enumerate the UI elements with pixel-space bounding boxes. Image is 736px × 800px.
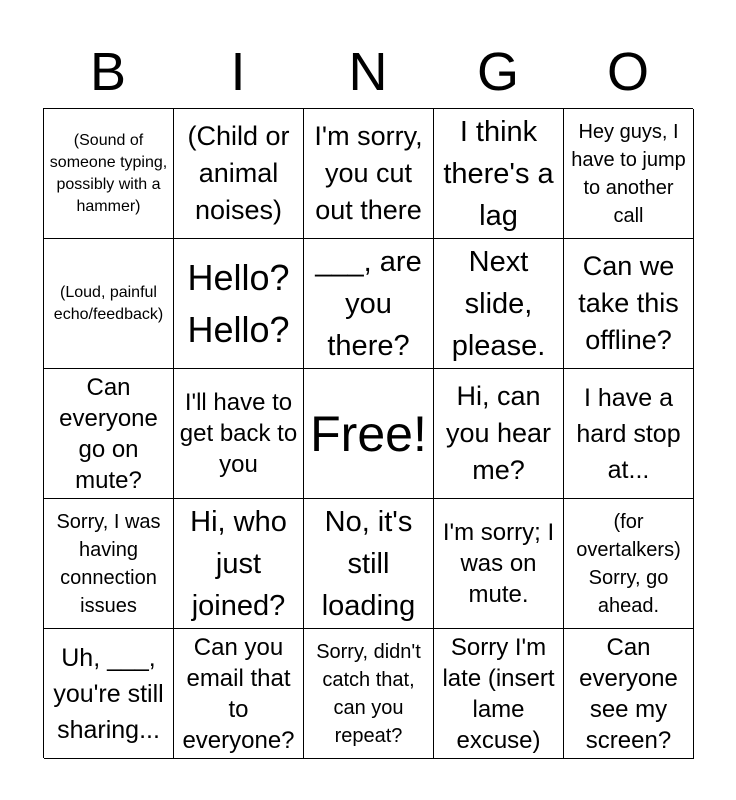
bingo-cell-free[interactable] — [304, 369, 434, 499]
cell-text: (for overtalkers) Sorry, go ahead. — [576, 510, 681, 617]
bingo-cell[interactable] — [174, 629, 304, 759]
cell-text: No, it's still loading — [321, 505, 416, 622]
bingo-cell[interactable] — [434, 239, 564, 369]
bingo-cell[interactable] — [434, 109, 564, 239]
bingo-cell[interactable] — [174, 499, 304, 629]
bingo-grid — [43, 108, 693, 758]
bingo-cell[interactable] — [564, 499, 694, 629]
cell-text: Can you email that to everyone? — [182, 633, 295, 754]
bingo-cell[interactable] — [564, 109, 694, 239]
header-letter-o: O — [606, 42, 649, 102]
cell-text: I'll have to get back to you — [179, 389, 298, 478]
bingo-cell[interactable] — [44, 109, 174, 239]
bingo-cell[interactable] — [434, 369, 564, 499]
cell-text: Hello? Hello? — [187, 256, 290, 350]
bingo-cell[interactable] — [564, 629, 694, 759]
cell-text: Sorry, I was having connection issues — [56, 510, 161, 617]
cell-text: Sorry I'm late (insert lame excuse) — [442, 633, 555, 754]
cell-text: Next slide, please. — [451, 245, 546, 362]
cell-text: Uh, ___, you're still sharing... — [53, 643, 164, 744]
cell-text: Can we take this offline? — [578, 251, 679, 355]
bingo-cell[interactable] — [434, 629, 564, 759]
bingo-cell[interactable] — [564, 369, 694, 499]
cell-text: ___, are you there? — [315, 245, 422, 362]
header-letter-b: B — [89, 42, 127, 102]
header-letter-i: I — [230, 42, 246, 102]
bingo-cell[interactable] — [434, 499, 564, 629]
cell-text: Hi, who just joined? — [190, 505, 287, 622]
bingo-cell[interactable] — [44, 369, 174, 499]
bingo-cell[interactable] — [44, 629, 174, 759]
bingo-cell[interactable] — [174, 369, 304, 499]
cell-text: Hi, can you hear me? — [445, 381, 552, 485]
cell-text: I'm sorry; I was on mute. — [442, 519, 555, 608]
cell-text: I have a hard stop at... — [576, 383, 681, 484]
cell-text: I'm sorry, you cut out there — [314, 121, 423, 225]
cell-text: Sorry, didn't catch that, can you repeat? — [316, 640, 421, 747]
cell-text: Free! — [310, 405, 427, 462]
bingo-cell[interactable] — [44, 499, 174, 629]
cell-text: (Sound of someone typing, possibly with a hammer) — [49, 131, 168, 215]
header-letter-g: G — [476, 42, 519, 102]
header-letter-n: N — [348, 42, 388, 102]
bingo-cell[interactable] — [304, 629, 434, 759]
bingo-cell[interactable] — [304, 239, 434, 369]
cell-text: I think there's a lag — [443, 115, 554, 232]
bingo-cell[interactable] — [564, 239, 694, 369]
cell-text: (Child or animal noises) — [187, 121, 290, 225]
cell-text: (Loud, painful echo/feedback) — [53, 283, 164, 323]
bingo-cell[interactable] — [44, 239, 174, 369]
cell-text: Can everyone see my screen? — [579, 633, 678, 754]
bingo-cell[interactable] — [174, 239, 304, 369]
cell-text: Can everyone go on mute? — [59, 373, 158, 494]
cell-text: Hey guys, I have to jump to another call — [571, 120, 686, 227]
bingo-cell[interactable] — [304, 499, 434, 629]
bingo-cell[interactable] — [304, 109, 434, 239]
bingo-cell[interactable] — [174, 109, 304, 239]
bingo-header — [43, 36, 693, 108]
